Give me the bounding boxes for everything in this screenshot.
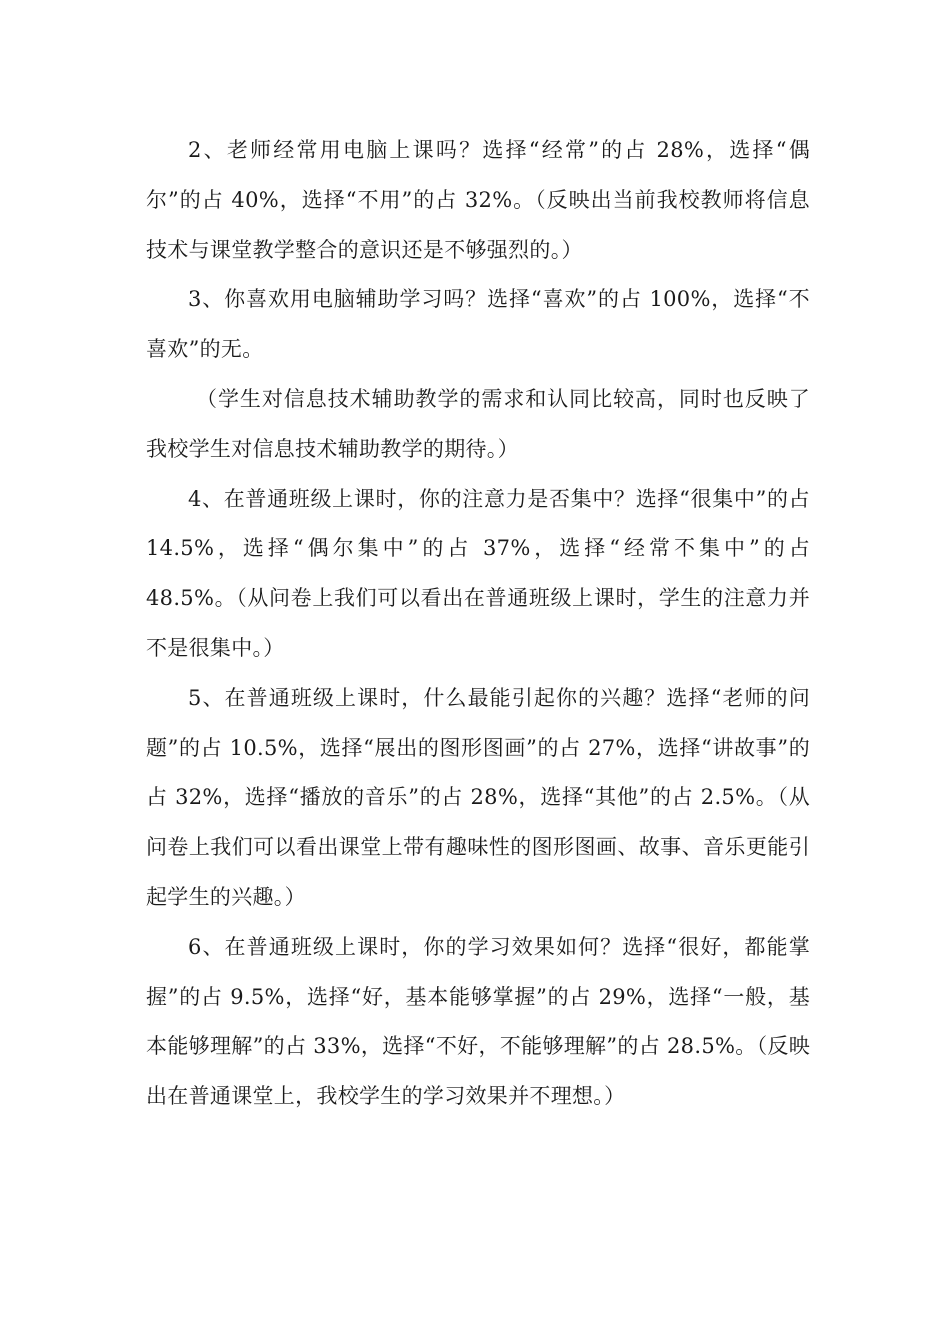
paragraph-question-2: 2、老师经常用电脑上课吗？选择“经常”的占 28%，选择“偶尔”的占 40%，选择“不用”的占 32%。（反映出当前我校教师将信息技术与课堂教学整合的意识还是不够强烈的。） (146, 138, 810, 262)
paragraph-question-3-note: （学生对信息技术辅助教学的需求和认同比较高，同时也反映了我校学生对信息技术辅助教学的期待。） (146, 386, 810, 461)
paragraph-question-4: 4、在普通班级上课时，你的注意力是否集中？选择“很集中”的占 14.5%，选择“偶尔集中”的占 37%，选择“经常不集中”的占 48.5%。（从问卷上我们可以看出在普通班级上课时，学生的注意力并不是很集中。） (146, 486, 810, 660)
paragraph-question-6: 6、在普通班级上课时，你的学习效果如何？选择“很好，都能掌握”的占 9.5%，选择“好，基本能够掌握”的占 29%，选择“一般，基本能够理解”的占 33%，选择“不好，不能够理解”的占 28.5%。（反映出在普通课堂上，我校学生的学习效果并不理想。） (146, 934, 810, 1109)
paragraph-question-5: 5、在普通班级上课时，什么最能引起你的兴趣？选择“老师的问题”的占 10.5%，选择“展出的图形图画”的占 27%，选择“讲故事”的占 32%，选择“播放的音乐”的占 28%，选择“其他”的占 2.5%。（从问卷上我们可以看出课堂上带有趣味性的图形图画、故事、音乐更能引起学生的兴趣。） (146, 685, 810, 909)
paragraph-question-3: 3、你喜欢用电脑辅助学习吗？选择“喜欢”的占 100%，选择“不喜欢”的无。 (146, 287, 810, 362)
document-body (146, 126, 810, 1122)
